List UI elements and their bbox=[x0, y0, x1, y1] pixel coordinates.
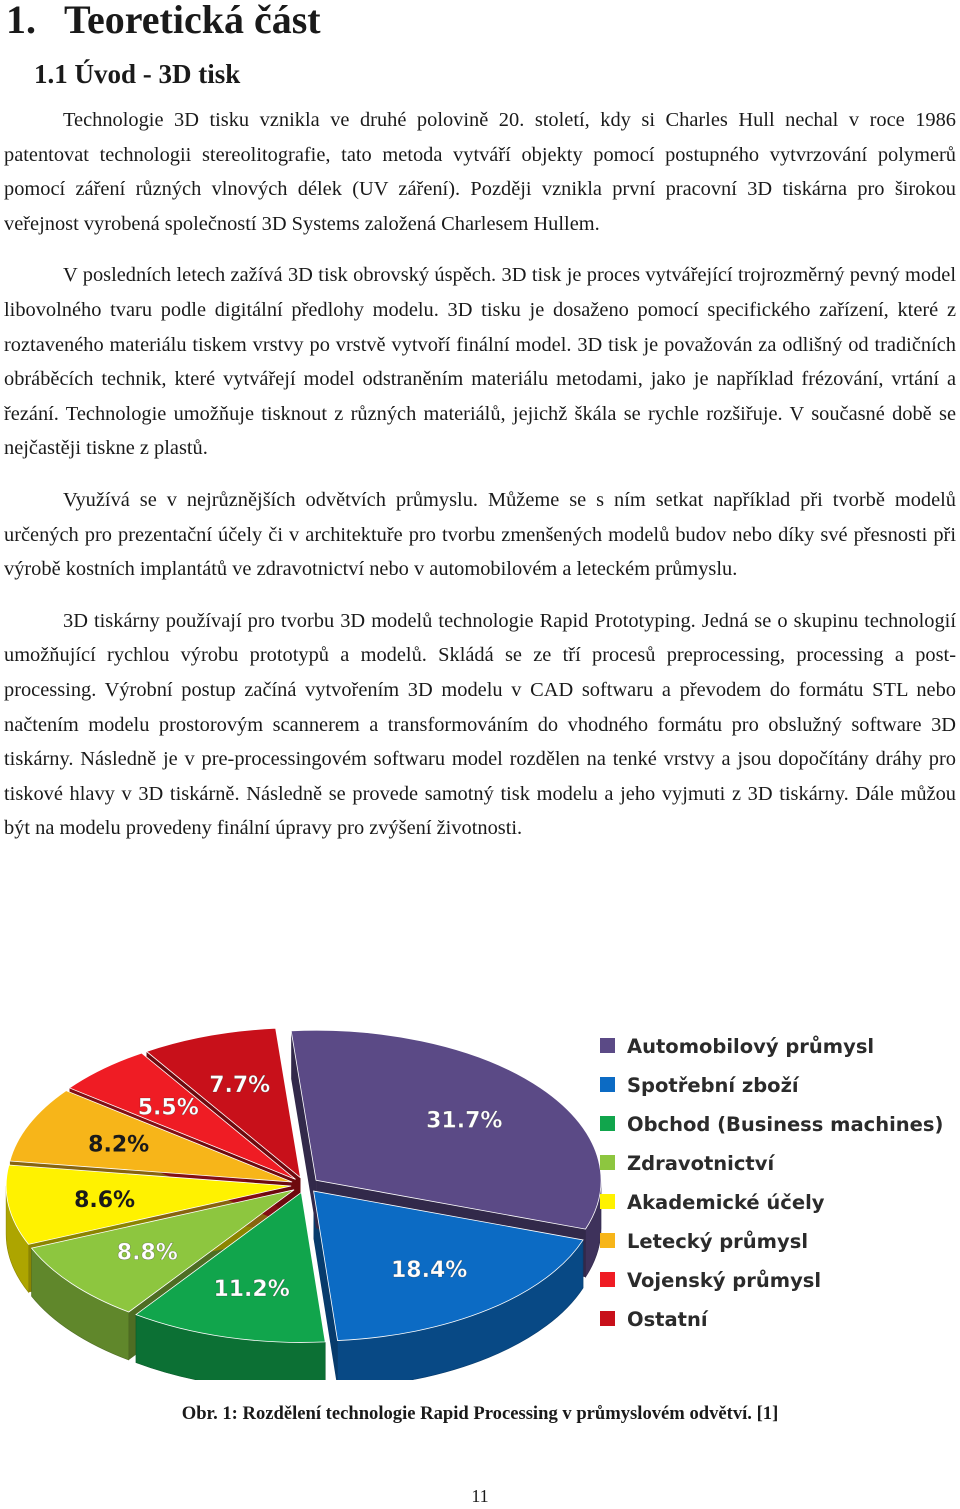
legend-label: Akademické účely bbox=[627, 1191, 825, 1214]
pie-slice-label: 7.7% bbox=[209, 1073, 271, 1099]
pie-slice-label: 31.7% bbox=[426, 1108, 503, 1134]
section-heading: 1.1 Úvod - 3D tisk bbox=[34, 59, 241, 89]
legend-label: Zdravotnictví bbox=[627, 1152, 775, 1175]
pie-slice-label: 18.4% bbox=[391, 1258, 468, 1284]
legend-swatch bbox=[600, 1311, 615, 1326]
legend-swatch bbox=[600, 1194, 615, 1209]
legend-label: Letecký průmysl bbox=[627, 1230, 809, 1253]
chapter-title: Teoretická část bbox=[64, 0, 321, 42]
pie-chart bbox=[0, 1000, 960, 1380]
paragraph: 3D tiskárny používají pro tvorbu 3D modelů technologie Rapid Prototyping. Jedná se o skupinu technologií umožňující rychlou výrobu prototypů a modelů. Skládá se ze tří procesů preprocessing, processing a post-processing. Výrobní postup začíná vytvořením 3D modelu v CAD softwaru a převodem do formátu STL nebo načtením modelu prostorovým scannerem a transformováním do vhodného formátu pro obslužný software 3D tiskárny. Následně je v pre-processingovém softwaru model rozdělen na tenké vrstvy a jsou dopočítány dráhy pro tiskové hlavy v 3D tiskárně. Následně se provede samotný tisk modelu a jeho vyjmuti z 3D tiskárny. Dále můžou být na modelu provedeny finální úpravy pro zvýšení životnosti. bbox=[4, 609, 956, 840]
legend-swatch bbox=[600, 1272, 615, 1287]
page-number: 11 bbox=[471, 1486, 489, 1506]
legend-label: Ostatní bbox=[627, 1308, 708, 1331]
pie-slice-label: 11.2% bbox=[213, 1276, 290, 1302]
paragraph: Technologie 3D tisku vznikla ve druhé polovině 20. století, kdy si Charles Hull nechal v roce 1986 patentovat technologii stereolitografie, tato metoda vytváří objekty pomocí postupného vytvrzování polymerů pomocí záření různých vlnových délek (UV záření). Později vznikla první pracovní 3D tiskárna pro širokou veřejnost vyrobená společností 3D Systems založená Charlesem Hullem. bbox=[4, 109, 956, 235]
legend-label: Spotřební zboží bbox=[627, 1074, 799, 1097]
pie-chart-figure bbox=[0, 1000, 960, 1380]
legend-label: Automobilový průmysl bbox=[627, 1035, 875, 1058]
legend-swatch bbox=[600, 1116, 615, 1131]
paragraph: V posledních letech zažívá 3D tisk obrovský úspěch. 3D tisk je proces vytvářející trojrozměrný pevný model libovolného tvaru podle digitální předlohy modelu. 3D tisku je dosaženo pomocí specifického zařízení, které z roztaveného materiálu tiskem vrstvy po vrstvě vytvoří finální model. 3D tisk je považován za odlišný od tradičních obráběcích technik, které vytvářejí model odstraněním materiálu metodami, jako je například frézování, vrtání a řezání. Technologie umožňuje tisknout z různých materiálů, jejichž škála se rychle rozšiřuje. V současné době se nejčastěji tiskne z plastů. bbox=[4, 264, 956, 460]
paragraph: Využívá se v nejrůznějších odvětvích průmyslu. Můžeme se s ním setkat například při tvorbě modelů určených pro prezentační účely či v architektuře pro tvorbu zmenšených modelů budov nebo díky své přesnosti při výrobě kostních implantátů ve zdravotnictví nebo v automobilovém a leteckém průmyslu. bbox=[4, 488, 956, 581]
legend-label: Obchod (Business machines) bbox=[627, 1113, 944, 1136]
legend-swatch bbox=[600, 1233, 615, 1248]
pie-slice-label: 8.8% bbox=[116, 1240, 178, 1266]
legend-swatch bbox=[600, 1077, 615, 1092]
chapter-heading bbox=[6, 0, 321, 42]
body-text bbox=[4, 103, 956, 863]
legend-swatch bbox=[600, 1155, 615, 1170]
chapter-number: 1. bbox=[6, 0, 36, 42]
legend-swatch bbox=[600, 1038, 615, 1053]
figure-caption: Obr. 1: Rozdělení technologie Rapid Processing v průmyslovém odvětví. [1] bbox=[181, 1403, 779, 1424]
pie-slice-label: 5.5% bbox=[137, 1095, 199, 1121]
legend-label: Vojenský průmysl bbox=[627, 1269, 822, 1292]
pie-slice-label: 8.6% bbox=[74, 1187, 136, 1213]
pie-slice-label: 8.2% bbox=[88, 1132, 150, 1158]
